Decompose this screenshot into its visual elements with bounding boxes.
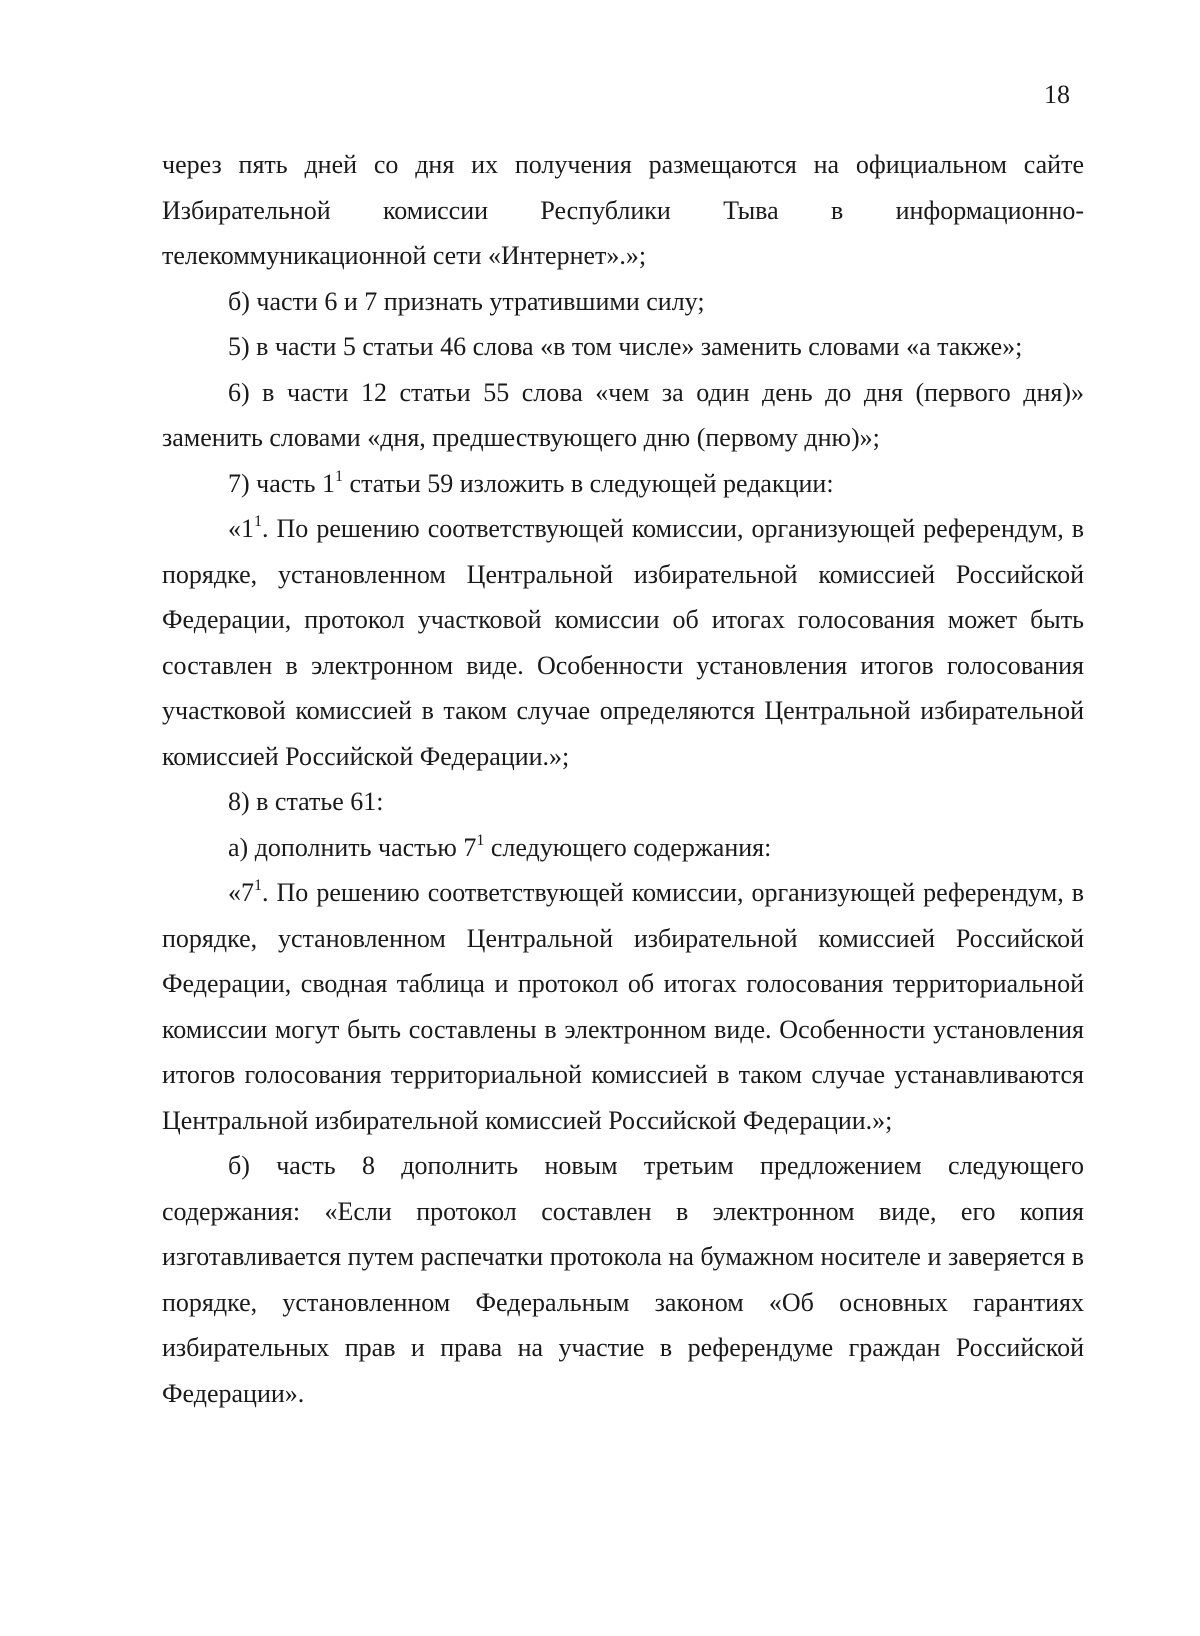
- paragraph-item-7: [162, 461, 1084, 507]
- page-number: 18: [1044, 80, 1070, 109]
- paragraph-text-start: «7: [228, 878, 254, 907]
- paragraph-text-start: а) дополнить частью 7: [228, 832, 477, 862]
- paragraph-text-end: . По решению соответствующей комиссии, организующей референдум, в порядке, установленном Центральной избирательной комиссией Российской Федерации, протокол участковой комиссии об итогах голосования может быть составлен в электронном виде. Особенности установления итогов голосования участковой комиссией в таком случае определяются Центральной избирательной комиссией Российской Федерации.»;: [162, 514, 1084, 771]
- paragraph-text-end: . По решению соответствующей комиссии, организующей референдум, в порядке, установленном Центральной избирательной комиссией Российской Федерации, сводная таблица и протокол об итогах голосования территориальной комиссии могут быть составлены в электронном виде. Особенности установления итогов голосования территориальной комиссией в таком случае устанавливаются Центральной избирательной комиссией Российской Федерации.»;: [162, 878, 1084, 1135]
- document-body: [162, 142, 1084, 1416]
- superscript: 1: [254, 877, 262, 894]
- paragraph-item-a-add-part: [162, 825, 1084, 871]
- paragraph-text-start: «1: [228, 514, 254, 543]
- paragraph-quoted-part-7-1: [162, 870, 1084, 1143]
- paragraph-item-b-parts-invalid: б) части 6 и 7 признать утратившими силу;: [228, 286, 705, 316]
- paragraph-quoted-part-1-1: [162, 506, 1084, 779]
- paragraph-item-b-part-8: б) часть 8 дополнить новым третьим предложением следующего содержания: «Если протокол составлен в электронном виде, его копия изготавливается путем распечатки протокола на бумажном носителе и заверяется в порядке, установленном Федеральным законом «Об основных гарантиях избирательных прав и права на участие в референдуме граждан Российской Федерации».: [162, 1151, 1084, 1408]
- superscript: 1: [476, 831, 485, 849]
- paragraph-text-end: статьи 59 изложить в следующей редакции:: [343, 468, 834, 498]
- paragraph-text-end: следующего содержания:: [484, 832, 772, 862]
- paragraph-item-6: 6) в части 12 статьи 55 слова «чем за один день до дня (первого дня)» заменить словами «дня, предшествующего дню (первому дню)»;: [162, 377, 1084, 452]
- paragraph-item-8: 8) в статье 61:: [228, 787, 384, 816]
- superscript: 1: [254, 513, 262, 530]
- superscript: 1: [335, 467, 344, 485]
- paragraph-item-5: 5) в части 5 статьи 46 слова «в том числе» заменить словами «а также»;: [228, 332, 1023, 361]
- paragraph-text-start: 7) часть 1: [228, 468, 336, 498]
- paragraph-continuation: через пять дней со дня их получения размещаются на официальном сайте Избирательной комиссии Республики Тыва в информационно-телекоммуникационной сети «Интернет».»;: [162, 150, 1084, 270]
